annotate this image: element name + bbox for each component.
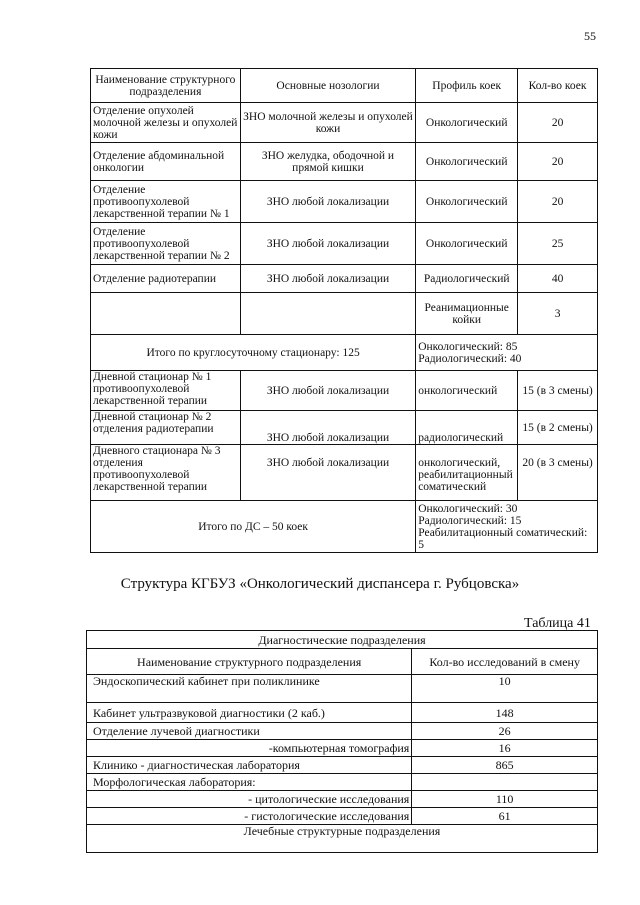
hospital-structure-table: [90, 68, 598, 553]
section-row: [87, 631, 598, 649]
profile-cell: Реанимационные койки: [416, 293, 518, 335]
table-row: [87, 723, 598, 740]
unit-cell: Дневной стационар № 2 отделения радиотерапии: [91, 411, 241, 445]
row-name: Клинико - диагностическая лаборатория: [87, 757, 412, 774]
nosology-cell: ЗНО желудка, ободочной и прямой кишки: [240, 143, 415, 181]
unit-cell: Отделение радиотерапии: [91, 265, 241, 293]
nosology-cell: [240, 293, 415, 335]
profile-cell: Онкологический: [416, 181, 518, 223]
row-name: - гистологические исследования: [87, 808, 412, 825]
row-name: Эндоскопический кабинет при поликлинике: [87, 675, 412, 703]
section-diagnostic: Диагностические подразделения: [87, 631, 598, 649]
nosology-cell: ЗНО любой локализации: [240, 223, 415, 265]
total-24h-row: [91, 335, 598, 371]
table-row: [91, 181, 598, 223]
header-unit: Наименование структурного подразделения: [91, 69, 241, 103]
profile-cell: Онкологический: [416, 143, 518, 181]
header-unit: Наименование структурного подразделения: [87, 649, 412, 675]
nosology-cell: ЗНО любой локализации: [240, 445, 415, 501]
section-treatment: Лечебные структурные подразделения: [87, 825, 598, 853]
profile-cell: онкологический, реабилитационный соматический: [416, 445, 518, 501]
table-row: [87, 808, 598, 825]
table-row: [87, 703, 598, 723]
row-value: 10: [412, 675, 598, 703]
unit-cell: [91, 293, 241, 335]
total-24h-label: Итого по круглосуточному стационару: 125: [91, 335, 416, 371]
total-day-row: [91, 501, 598, 553]
table-row: [87, 740, 598, 757]
table-row: [91, 103, 598, 143]
row-value: 26: [412, 723, 598, 740]
section-heading: Структура КГБУЗ «Онкологический диспансера г. Рубцовска»: [120, 576, 520, 592]
page-number: 55: [584, 29, 596, 43]
unit-cell: Отделение противоопухолевой лекарственной терапии № 2: [91, 223, 241, 265]
table-header-row: [91, 69, 598, 103]
profile-cell: Радиологический: [416, 265, 518, 293]
beds-cell: 20: [518, 143, 598, 181]
row-value: 61: [412, 808, 598, 825]
total-24h-profile: Онкологический: 85 Радиологический: 40: [416, 335, 598, 371]
total-day-profile: Онкологический: 30 Радиологический: 15 Реабилитационный соматический: 5: [416, 501, 598, 553]
nosology-cell: ЗНО молочной железы и опухолей кожи: [240, 103, 415, 143]
beds-cell: 20 (в 3 смены): [518, 445, 598, 501]
table-row: [91, 411, 598, 445]
table-row: [91, 293, 598, 335]
table-row: [87, 675, 598, 703]
profile-cell: Онкологический: [416, 103, 518, 143]
beds-cell: 15 (в 3 смены): [518, 371, 598, 411]
table-header-row: [87, 649, 598, 675]
diagnostic-units-table: [86, 630, 598, 853]
row-value: 148: [412, 703, 598, 723]
beds-cell: 15 (в 2 смены): [518, 411, 598, 445]
profile-cell: радиологический: [416, 411, 518, 445]
nosology-cell: ЗНО любой локализации: [240, 181, 415, 223]
table-row: [91, 143, 598, 181]
table-row: [87, 791, 598, 808]
header-count: Кол-во исследований в смену: [412, 649, 598, 675]
beds-cell: 20: [518, 103, 598, 143]
unit-cell: Дневной стационар № 1 противоопухолевой лекарственной терапии: [91, 371, 241, 411]
table-row: [91, 265, 598, 293]
header-nosology: Основные нозологии: [240, 69, 415, 103]
row-value: 865: [412, 757, 598, 774]
beds-cell: 3: [518, 293, 598, 335]
nosology-cell: ЗНО любой локализации: [240, 411, 415, 445]
header-beds: Кол-во коек: [518, 69, 598, 103]
row-name: -компьютерная томография: [87, 740, 412, 757]
total-day-label: Итого по ДС – 50 коек: [91, 501, 416, 553]
row-name: Отделение лучевой диагностики: [87, 723, 412, 740]
profile-cell: Онкологический: [416, 223, 518, 265]
row-name: Кабинет ультразвуковой диагностики (2 каб.): [87, 703, 412, 723]
nosology-cell: ЗНО любой локализации: [240, 265, 415, 293]
table-row: [91, 445, 598, 501]
unit-cell: Отделение опухолей молочной железы и опухолей кожи: [91, 103, 241, 143]
table-row: [87, 757, 598, 774]
unit-cell: Дневного стационара № 3 отделения противоопухолевой лекарственной терапии: [91, 445, 241, 501]
table-row: [91, 223, 598, 265]
unit-cell: Отделение абдоминальной онкологии: [91, 143, 241, 181]
table-label: Таблица 41: [524, 616, 591, 631]
row-name: Морфологическая лаборатория:: [87, 774, 412, 791]
beds-cell: 40: [518, 265, 598, 293]
section-row: [87, 825, 598, 853]
header-profile: Профиль коек: [416, 69, 518, 103]
beds-cell: 25: [518, 223, 598, 265]
table-row: [87, 774, 598, 791]
table-row: [91, 371, 598, 411]
row-value: 110: [412, 791, 598, 808]
nosology-cell: ЗНО любой локализации: [240, 371, 415, 411]
row-value: 16: [412, 740, 598, 757]
unit-cell: Отделение противоопухолевой лекарственной терапии № 1: [91, 181, 241, 223]
beds-cell: 20: [518, 181, 598, 223]
row-name: - цитологические исследования: [87, 791, 412, 808]
profile-cell: онкологический: [416, 371, 518, 411]
row-value: [412, 774, 598, 791]
